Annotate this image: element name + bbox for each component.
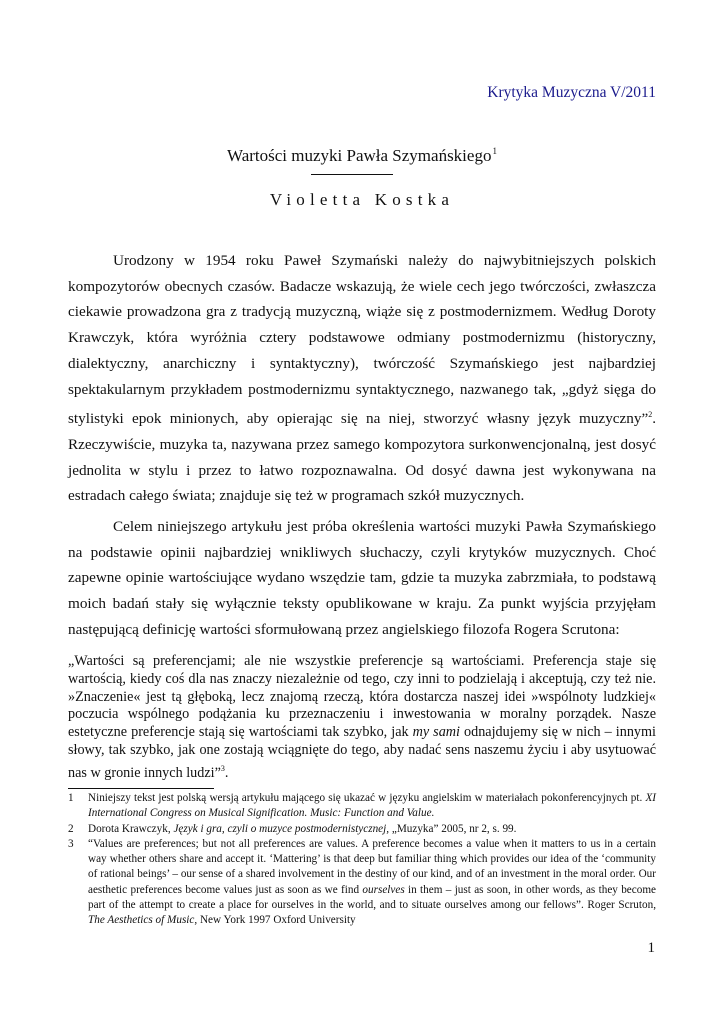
quote-text-a: „Wartości są preferencjami; ale nie wszystkie preferencje są wartościami. Preferencja staje się wartością, kiedy coś dla nas znaczy niezależnie od tego, czy inni to podzielają i akceptują, czy też nie. »Znaczenie« jest tą głęboką, lecz znajomą rzeczą, która dostarcza naszej idei »wspólnoty ludzkiej« poczucia wspólnego podążania ku przeznaczeniu i inwestowania w moralny porządek. Nasze estetyczne preferencje stają się wartościami tak szybko, jak [68,653,656,741]
quote-emphasis: my sami [412,724,460,741]
footnote-1-italic: XI International Congress on Musical Signification. Music: Function and Value. [88,792,656,820]
quote-end: . [224,764,229,781]
paragraph-2: Celem niniejszego artykułu jest próba określenia wartości muzyki Pawła Szymańskiego na podstawie opinii najbardziej wnikliwych słuchaczy, czyli krytyków muzycznych. Choć zapewne opinie wartościujące wydano wszędzie tam, gdzie ta muzyka zabrzmiała, to podstawą moich badań stały się wyłącznie teksty opublikowane w kraju. Za punkt wyjścia przyjęłam następującą definicję wartości sformułowaną przez angielskiego filozofa Rogera Scrutona: [68,518,656,638]
footnote-separator [68,788,214,789]
footnote-ref-3[interactable]: 3 [220,763,225,773]
footnote-1 [68,791,656,822]
article-title [0,146,724,166]
paragraph-1 [68,248,656,509]
footnote-2-rest: „Muzyka” 2005, nr 2, s. 99. [389,822,517,835]
article-title-text: Wartości muzyki Pawła Szymańskiego [227,146,492,165]
footnote-number: 1 [68,792,74,804]
footnote-ref-2[interactable]: 2 [648,410,653,420]
title-underline [311,174,393,175]
footnote-number: 3 [68,837,74,850]
author-name: Violetta Kostka [269,190,455,209]
footnote-3-text-a: “Values are preferences; but not all preferences are values. A preference becomes a value when it matters to us in a certain way whether others share and accept it. ‘Mattering’ is that deep but familiar thing which provides our idea of the ‘community of rational beings’ – our sense of a shared involvement in the destiny of our kind, and of an investment in the moral order. Our aesthetic preferences become values just as soon as we find [88,837,656,896]
footnote-3-text-c: , New York 1997 Oxford University [194,914,356,927]
block-quote [68,653,656,783]
footnote-3-italic-a: ourselves [362,883,405,896]
quote-text-b: odnajdujemy się w nich – innymi słowy, tak szybko, jak one zostają wciągnięte do tego, aby nadać sens naszemu życiu i aby usytuować nas w gronie innych ludzi” [68,724,656,781]
footnote-2 [68,822,656,837]
footnote-3 [68,837,656,929]
paragraph-1-text-a: Urodzony w 1954 roku Paweł Szymański należy do najwybitniejszych polskich kompozytorów obecnych czasów. Badacze wskazują, że wiele cech jego twórczości, zwłaszcza ciekawie prowadzona gra z tradycją muzyczną, wiąże się z postmodernizmem. Według Doroty Krawczyk, która wyróżnia cztery podstawowe odmiany postmodernizmu (historyczny, dialektyczny, anarchiczny i syntaktyczny), twórczość Szymańskiego jest najbardziej spektakularnym przykładem postmodernizmu syntaktycznego, nazwanego tak, „gdyż sięga do stylistyki epok minionych, aby opierając się na niej, stworzyć własny język muzyczny” [68,252,656,428]
footnote-2-author: Dorota Krawczyk, [88,822,174,835]
footnote-3-text-b: in them – just as soon, in other words, as they become part of the attempt to create a place for ourselves in the world, and to situate ourselves among our fellows”. Roger Scruton, [88,883,656,912]
paragraph-1-text-b: . Rzeczywiście, muzyka ta, nazywana przez samego kompozytora surkonwencjonalną, jest dosyć jednolita w stylu i przez to łatwo rozpoznawalna. Od dosyć dawna jest wykonywana na estradach całego świata; znajduje się też w programach szkół muzycznych. [68,410,656,505]
page-number: 1 [647,940,655,956]
footnote-2-italic: Język i gra, czyli o muzyce postmodernistycznej, [173,822,390,835]
journal-header: Krytyka Muzyczna V/2011 [487,84,656,101]
footnote-number: 2 [68,822,74,835]
footnote-ref-1[interactable]: 1 [492,146,497,156]
footnotes [68,791,656,929]
footnote-3-italic-b: The Aesthetics of Music [88,914,195,927]
footnote-1-text: Niniejszy tekst jest polską wersją artykułu mającego się ukazać w języku angielskim w materiałach pokonferencyjnych pt. [88,792,646,804]
